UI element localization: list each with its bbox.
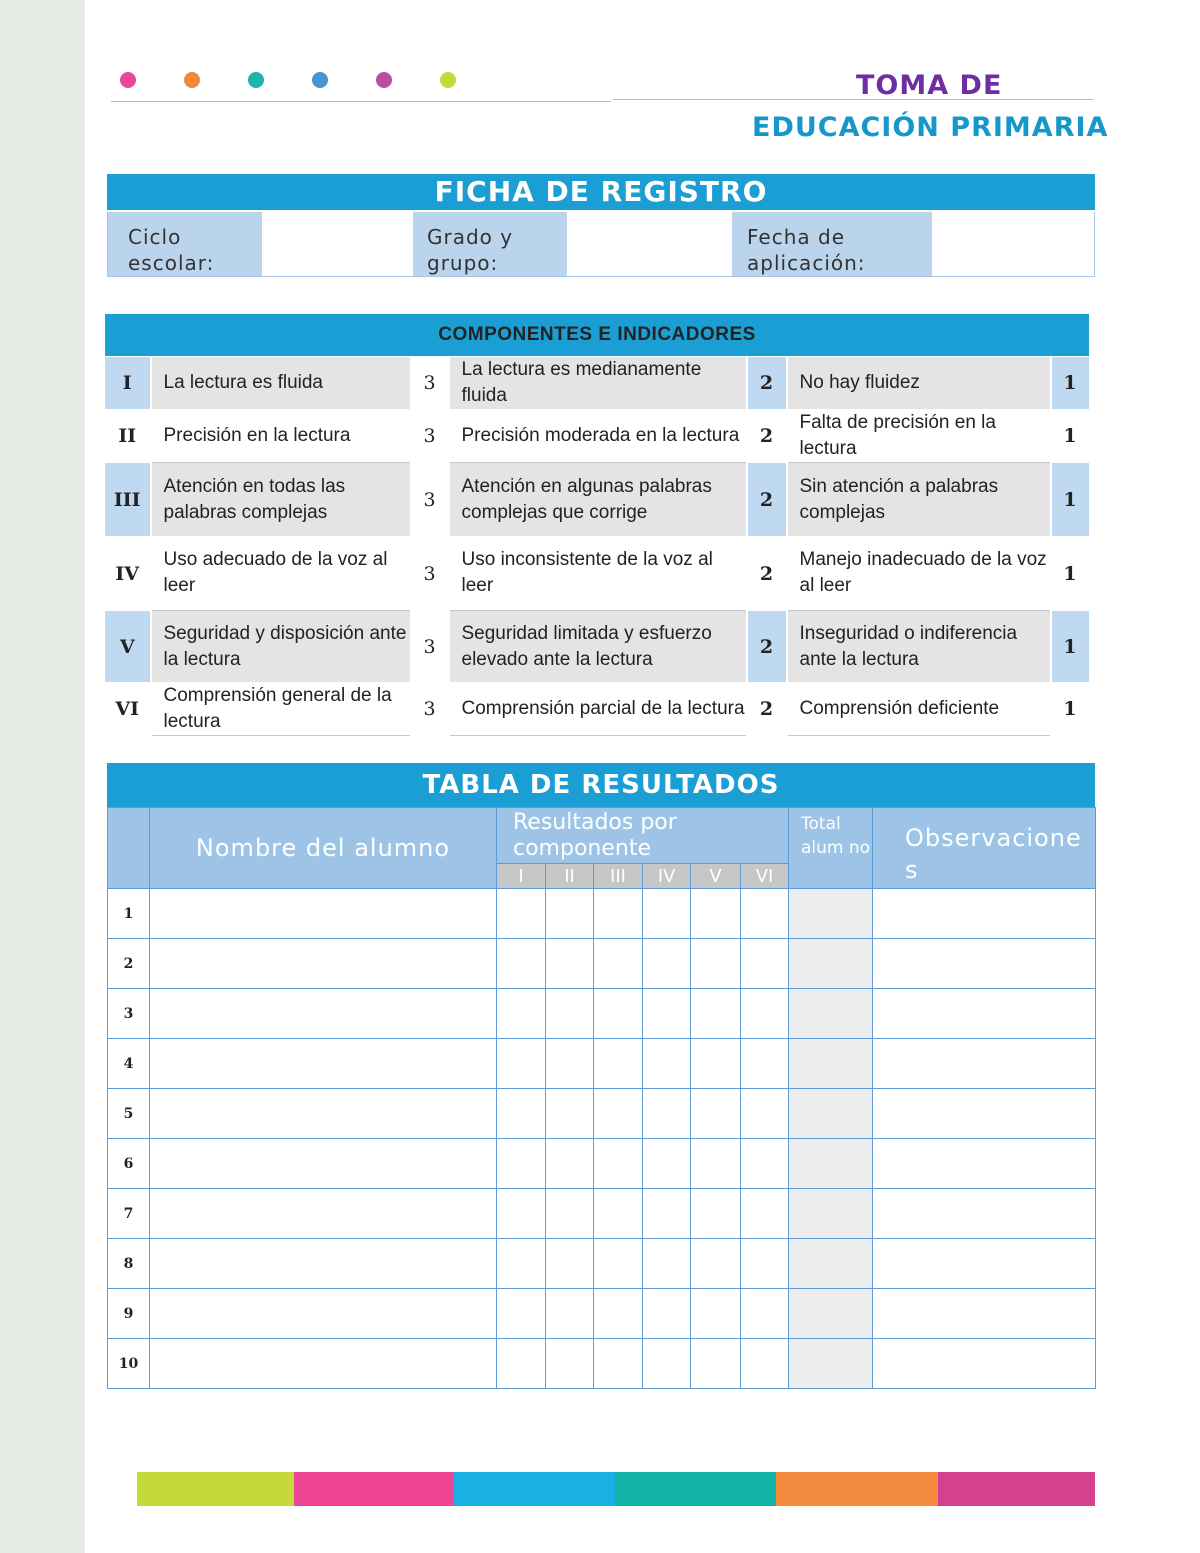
score-3: 3 [411, 537, 449, 611]
total-cell[interactable] [789, 939, 873, 989]
stripe-segment [615, 1472, 776, 1506]
left-margin-strip [0, 0, 85, 1553]
componente-num: IV [105, 537, 151, 611]
observaciones-cell[interactable] [873, 1039, 1096, 1089]
total-cell[interactable] [789, 1139, 873, 1189]
observaciones-cell[interactable] [873, 989, 1096, 1039]
comp-v-cell[interactable] [691, 1189, 741, 1239]
dot-icon [376, 72, 392, 88]
comp-iii-cell[interactable] [594, 1039, 643, 1089]
comp-iii-cell[interactable] [594, 1139, 643, 1189]
header-comp-v: V [691, 864, 741, 889]
indicador-bajo: Sin atención a palabras complejas [787, 463, 1051, 537]
indicador-medio: Uso inconsistente de la voz al leer [449, 537, 747, 611]
comp-vi-cell[interactable] [741, 1339, 789, 1389]
indicador-bajo: Falta de precisión en la lectura [787, 410, 1051, 463]
table-row [108, 1239, 1096, 1289]
stripe-segment [294, 1472, 454, 1506]
comp-v-cell[interactable] [691, 989, 741, 1039]
comp-iii-cell[interactable] [594, 1289, 643, 1339]
stripe-segment [454, 1472, 615, 1506]
ficha-de-registro [107, 174, 1095, 277]
comp-iv-cell[interactable] [643, 1339, 691, 1389]
indicador-bajo: Manejo inadecuado de la voz al leer [787, 537, 1051, 611]
fecha-aplicacion-label: Fecha de aplicación: [732, 212, 932, 276]
comp-v-cell[interactable] [691, 889, 741, 939]
comp-iii-cell[interactable] [594, 989, 643, 1039]
header-title-line1: TOMA DE [856, 70, 1003, 101]
observaciones-cell[interactable] [873, 1189, 1096, 1239]
total-cell[interactable] [789, 1289, 873, 1339]
comp-i-cell[interactable] [497, 1239, 546, 1289]
resultados-body [108, 889, 1096, 1389]
componente-row [105, 611, 1090, 683]
score-3: 3 [411, 357, 449, 410]
comp-iii-cell[interactable] [594, 889, 643, 939]
indicador-alto: La lectura es fluida [151, 357, 411, 410]
indicador-medio: La lectura es medianamente fluida [449, 357, 747, 410]
row-number: 6 [108, 1139, 150, 1189]
indicador-bajo: No hay fluidez [787, 357, 1051, 410]
comp-vi-cell[interactable] [741, 939, 789, 989]
componente-num: VI [105, 683, 151, 736]
fecha-aplicacion-field[interactable] [932, 212, 1094, 276]
table-row [108, 1089, 1096, 1139]
comp-vi-cell[interactable] [741, 989, 789, 1039]
comp-iv-cell[interactable] [643, 1239, 691, 1289]
indicador-medio: Atención en algunas palabras complejas que corrige [449, 463, 747, 537]
table-row [108, 1189, 1096, 1239]
componente-num: I [105, 357, 151, 410]
header-observaciones: Observacione s [873, 808, 1096, 889]
score-1: 1 [1051, 611, 1090, 683]
comp-ii-cell[interactable] [546, 1239, 594, 1289]
comp-i-cell[interactable] [497, 1189, 546, 1239]
student-name-cell[interactable] [150, 1239, 497, 1289]
indicador-alto: Seguridad y disposición ante la lectura [151, 611, 411, 683]
total-cell[interactable] [789, 889, 873, 939]
total-cell[interactable] [789, 989, 873, 1039]
score-1: 1 [1051, 357, 1090, 410]
comp-vi-cell[interactable] [741, 1189, 789, 1239]
indicador-medio: Precisión moderada en la lectura [449, 410, 747, 463]
stripe-segment [137, 1472, 294, 1506]
grado-grupo-label: Grado y grupo: [413, 212, 567, 276]
comp-iv-cell[interactable] [643, 989, 691, 1039]
comp-v-cell[interactable] [691, 1039, 741, 1089]
dot-icon [248, 72, 264, 88]
observaciones-cell[interactable] [873, 1089, 1096, 1139]
header-comp-i: I [497, 864, 546, 889]
dot-icon [440, 72, 456, 88]
componentes-table [104, 313, 1091, 736]
componente-row [105, 357, 1090, 410]
score-1: 1 [1051, 463, 1090, 537]
indicador-bajo: Inseguridad o indiferencia ante la lectura [787, 611, 1051, 683]
student-name-cell[interactable] [150, 1039, 497, 1089]
comp-ii-cell[interactable] [546, 1339, 594, 1389]
row-number: 4 [108, 1039, 150, 1089]
componente-num: II [105, 410, 151, 463]
score-3: 3 [411, 463, 449, 537]
componente-num: V [105, 611, 151, 683]
score-3: 3 [411, 611, 449, 683]
componente-row [105, 463, 1090, 537]
header-title-line2: EDUCACIÓN PRIMARIA [752, 112, 1109, 143]
comp-vi-cell[interactable] [741, 1039, 789, 1089]
header-comp-ii: II [546, 864, 594, 889]
comp-i-cell[interactable] [497, 889, 546, 939]
student-name-cell[interactable] [150, 939, 497, 989]
student-name-cell[interactable] [150, 1189, 497, 1239]
score-2: 2 [747, 611, 787, 683]
componente-num: III [105, 463, 151, 537]
score-2: 2 [747, 537, 787, 611]
comp-i-cell[interactable] [497, 1039, 546, 1089]
table-row [108, 939, 1096, 989]
resultados-title: TABLA DE RESULTADOS [107, 763, 1095, 807]
student-name-cell[interactable] [150, 889, 497, 939]
comp-ii-cell[interactable] [546, 939, 594, 989]
resultados-table [107, 807, 1096, 1389]
indicador-alto: Comprensión general de la lectura [151, 683, 411, 736]
student-name-cell[interactable] [150, 989, 497, 1039]
observaciones-cell[interactable] [873, 1239, 1096, 1289]
student-name-cell[interactable] [150, 1089, 497, 1139]
row-number: 8 [108, 1239, 150, 1289]
total-cell[interactable] [789, 1189, 873, 1239]
ciclo-escolar-field[interactable] [262, 212, 413, 276]
row-number: 2 [108, 939, 150, 989]
row-number: 10 [108, 1339, 150, 1389]
comp-ii-cell[interactable] [546, 1189, 594, 1239]
score-1: 1 [1051, 683, 1090, 736]
row-number: 3 [108, 989, 150, 1039]
score-2: 2 [747, 410, 787, 463]
ciclo-escolar-label: Ciclo escolar: [108, 212, 262, 276]
row-number: 9 [108, 1289, 150, 1339]
comp-iii-cell[interactable] [594, 1239, 643, 1289]
total-cell[interactable] [789, 1339, 873, 1389]
score-1: 1 [1051, 537, 1090, 611]
header-rule-right [613, 99, 1094, 100]
total-cell[interactable] [789, 1239, 873, 1289]
student-name-cell[interactable] [150, 1339, 497, 1389]
total-cell[interactable] [789, 1039, 873, 1089]
comp-iii-cell[interactable] [594, 1089, 643, 1139]
table-row [108, 989, 1096, 1039]
observaciones-cell[interactable] [873, 1289, 1096, 1339]
indicador-medio: Comprensión parcial de la lectura [449, 683, 747, 736]
dot-icon [184, 72, 200, 88]
table-row [108, 1039, 1096, 1089]
comp-iv-cell[interactable] [643, 1289, 691, 1339]
componente-row [105, 537, 1090, 611]
ficha-title: FICHA DE REGISTRO [107, 174, 1095, 212]
comp-vi-cell[interactable] [741, 1089, 789, 1139]
observaciones-cell[interactable] [873, 939, 1096, 989]
score-2: 2 [747, 683, 787, 736]
comp-ii-cell[interactable] [546, 989, 594, 1039]
student-name-cell[interactable] [150, 1289, 497, 1339]
header-nombre-alumno: Nombre del alumno [150, 808, 497, 889]
table-row [108, 889, 1096, 939]
comp-v-cell[interactable] [691, 939, 741, 989]
comp-ii-cell[interactable] [546, 1089, 594, 1139]
comp-iv-cell[interactable] [643, 1139, 691, 1189]
comp-v-cell[interactable] [691, 1239, 741, 1289]
componentes-title: COMPONENTES E INDICADORES [105, 314, 1090, 357]
comp-i-cell[interactable] [497, 939, 546, 989]
comp-iv-cell[interactable] [643, 939, 691, 989]
observaciones-cell[interactable] [873, 1139, 1096, 1189]
grado-grupo-field[interactable] [567, 212, 732, 276]
header-rule-left [111, 101, 611, 102]
observaciones-cell[interactable] [873, 889, 1096, 939]
indicador-medio: Seguridad limitada y esfuerzo elevado ante la lectura [449, 611, 747, 683]
comp-i-cell[interactable] [497, 989, 546, 1039]
table-row [108, 1139, 1096, 1189]
indicador-alto: Precisión en la lectura [151, 410, 411, 463]
stripe-segment [776, 1472, 938, 1506]
comp-iii-cell[interactable] [594, 1189, 643, 1239]
comp-iv-cell[interactable] [643, 1089, 691, 1139]
componente-row [105, 683, 1090, 736]
comp-v-cell[interactable] [691, 1339, 741, 1389]
score-3: 3 [411, 683, 449, 736]
score-3: 3 [411, 410, 449, 463]
score-1: 1 [1051, 410, 1090, 463]
comp-iii-cell[interactable] [594, 939, 643, 989]
comp-ii-cell[interactable] [546, 889, 594, 939]
header-resultados-componente: Resultados por componente [497, 808, 789, 864]
header-comp-vi: VI [741, 864, 789, 889]
score-2: 2 [747, 357, 787, 410]
indicador-alto: Uso adecuado de la voz al leer [151, 537, 411, 611]
indicador-bajo: Comprensión deficiente [787, 683, 1051, 736]
comp-v-cell[interactable] [691, 1139, 741, 1189]
comp-ii-cell[interactable] [546, 1039, 594, 1089]
componente-row [105, 410, 1090, 463]
ficha-fields-row [107, 212, 1095, 277]
comp-ii-cell[interactable] [546, 1289, 594, 1339]
student-name-cell[interactable] [150, 1139, 497, 1189]
header-total-alumno: Total alum no [789, 808, 873, 889]
header-comp-iv: IV [643, 864, 691, 889]
row-number: 7 [108, 1189, 150, 1239]
comp-i-cell[interactable] [497, 1289, 546, 1339]
comp-v-cell[interactable] [691, 1089, 741, 1139]
comp-iii-cell[interactable] [594, 1339, 643, 1389]
row-number: 1 [108, 889, 150, 939]
row-number: 5 [108, 1089, 150, 1139]
total-cell[interactable] [789, 1089, 873, 1139]
comp-i-cell[interactable] [497, 1139, 546, 1189]
comp-vi-cell[interactable] [741, 889, 789, 939]
comp-vi-cell[interactable] [741, 1289, 789, 1339]
indicador-alto: Atención en todas las palabras complejas [151, 463, 411, 537]
dot-icon [120, 72, 136, 88]
observaciones-cell[interactable] [873, 1339, 1096, 1389]
comp-vi-cell[interactable] [741, 1239, 789, 1289]
stripe-segment [938, 1472, 1095, 1506]
score-2: 2 [747, 463, 787, 537]
comp-iv-cell[interactable] [643, 1189, 691, 1239]
comp-i-cell[interactable] [497, 1339, 546, 1389]
header-number [108, 808, 150, 889]
comp-ii-cell[interactable] [546, 1139, 594, 1189]
comp-i-cell[interactable] [497, 1089, 546, 1139]
comp-iv-cell[interactable] [643, 889, 691, 939]
comp-vi-cell[interactable] [741, 1139, 789, 1189]
dot-icon [312, 72, 328, 88]
table-row [108, 1339, 1096, 1389]
comp-iv-cell[interactable] [643, 1039, 691, 1089]
comp-v-cell[interactable] [691, 1289, 741, 1339]
header-comp-iii: III [594, 864, 643, 889]
table-row [108, 1289, 1096, 1339]
